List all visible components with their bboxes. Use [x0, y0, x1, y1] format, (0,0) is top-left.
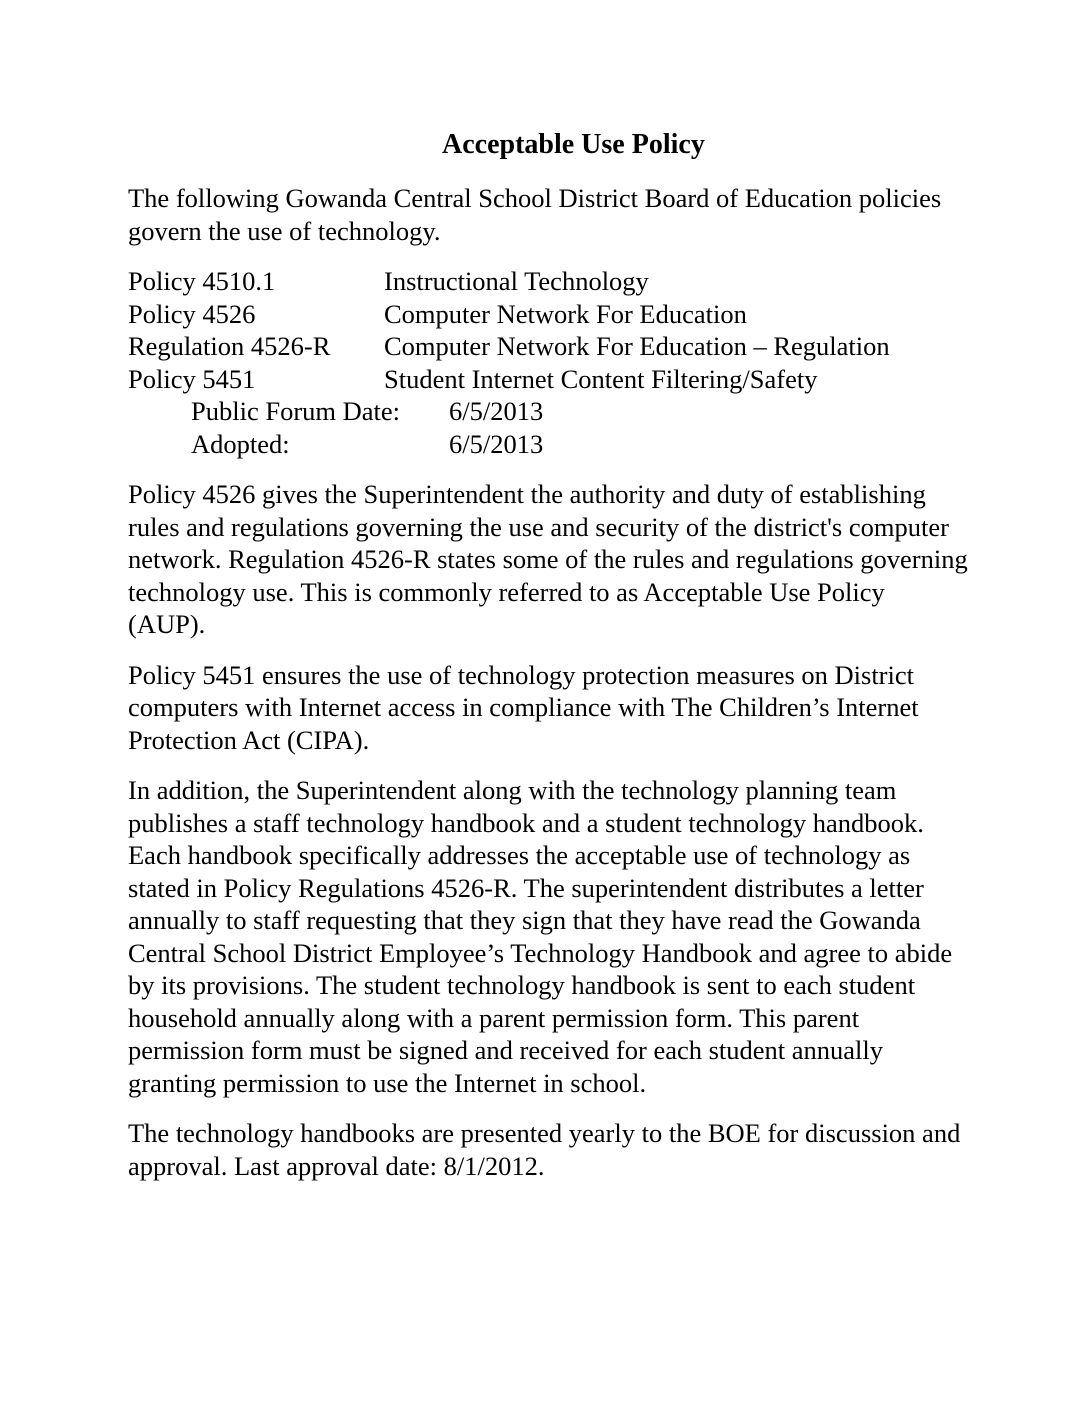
body-paragraph: Policy 4526 gives the Superintendent the authority and duty of establishing rules and regulations governing the use and security of the district's computer network. Regulation 4526-R states some of the rules and regulations governing technology use. This is commonly referred to as Acceptable Use Policy (AUP). [128, 479, 968, 639]
policy-row [128, 298, 968, 331]
policy-list [128, 265, 968, 460]
policy-name: Computer Network For Education – Regulation [384, 331, 890, 361]
policy-row [128, 363, 968, 396]
body-paragraph: The technology handbooks are presented yearly to the BOE for discussion and approval. Last approval date: 8/1/2012. [128, 1118, 961, 1181]
policy-id: Regulation 4526-R [128, 331, 331, 361]
policy-id: Policy 4526 [128, 298, 256, 329]
date-label: Public Forum Date: [191, 396, 401, 426]
policy-name: Student Internet Content Filtering/Safety [384, 363, 818, 394]
policy-row [128, 330, 968, 363]
date-value: 6/5/2013 [449, 396, 544, 426]
document-title: Acceptable Use Policy [442, 129, 705, 160]
policy-id: Policy 5451 [128, 363, 256, 394]
policy-row [128, 265, 968, 298]
policy-name: Computer Network For Education [384, 298, 747, 329]
date-value: 6/5/2013 [449, 428, 544, 459]
document-page [128, 128, 968, 1200]
policy-id: Policy 4510.1 [128, 266, 276, 296]
intro-paragraph: The following Gowanda Central School District Board of Education policies govern the use of technology. [128, 183, 942, 246]
public-forum-date-row [128, 395, 968, 428]
body-paragraph: Policy 5451 ensures the use of technology protection measures on District computers with Internet access in compliance with The Children’s Internet Protection Act (CIPA). [128, 659, 919, 755]
date-label: Adopted: [191, 428, 290, 459]
policy-name: Instructional Technology [384, 266, 649, 296]
adopted-date-row [128, 428, 968, 461]
body-paragraph: In addition, the Superintendent along with the technology planning team publishes a staff technology handbook and a student technology handbook. Each handbook specifically addresses the acceptable use of technology as stated in Policy Regulations 4526-R. The superintendent distributes a letter annually to staff requesting that they sign that they have read the Gowanda Central School District Employee’s Technology Handbook and agree to abide by its provisions. The student technology handbook is sent to each student household annually along with a parent permission form. This parent permission form must be signed and received for each student annually granting permission to use the Internet in school. [128, 775, 953, 1098]
